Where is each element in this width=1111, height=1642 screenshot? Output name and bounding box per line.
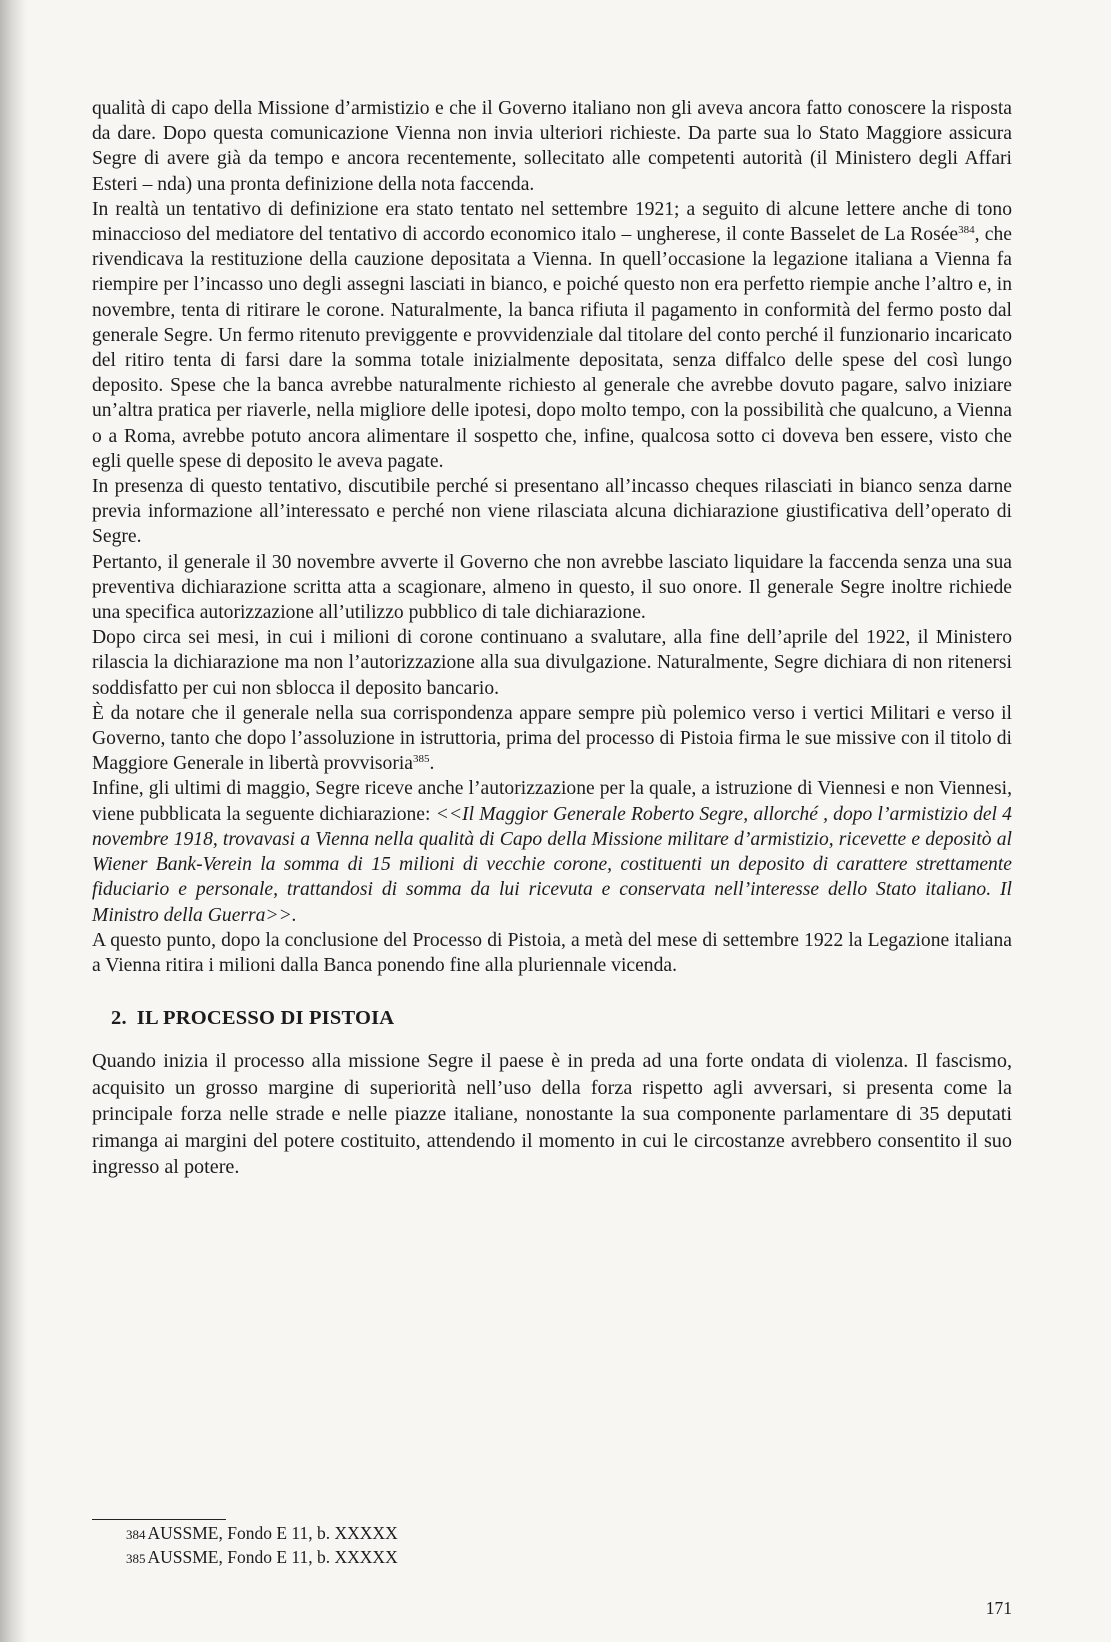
body-paragraph	[92, 776, 1012, 927]
footnote-text: AUSSME, Fondo E 11, b. XXXXX	[147, 1523, 398, 1543]
section-paragraph: Quando inizia il processo alla missione Segre il paese è in preda ad una forte ondata di violenza. Il fascismo, acquisito un grosso margine di superiorità nell’uso della forza rispetto agli avversari, si presenta come la principale forza nelle strade e nelle piazze italiane, nonostante la sua componente parlamentare di 35 deputati rimanga ai margini del potere costituito, attendendo il momento in cui le circostanze avrebbero consentito il suo ingresso al potere.	[92, 1050, 1012, 1179]
body-paragraph: In presenza di questo tentativo, discutibile perché si presentano all’incasso cheques rilasciati in bianco senza darne previa informazione all’interessato e perché non viene rilasciata alcuna dichiarazione giustificativa dell’operato di Segre.	[92, 476, 1012, 548]
book-spine-shadow	[0, 0, 28, 1642]
body-paragraph: qualità di capo della Missione d’armistizio e che il Governo italiano non gli aveva ancora fatto conoscere la risposta da dare. Dopo questa comunicazione Vienna non invia ulteriori richieste. Da parte sua lo Stato Maggiore assicura Segre di avere già da tempo e ancora recentemente, sollecitato alle competenti autorità (il Ministero degli Affari Esteri – nda) una pronta definizione della nota faccenda.	[92, 98, 1012, 195]
quoted-declaration: <<Il Maggior Generale Roberto Segre, allorché , dopo l’armistizio del 4 novembre 1918, trovavasi a Vienna nella qualità di Capo della Missione militare d’armistizio, ricevette e depositò al Wiener Bank-Verein la somma di 15 milioni di vecchie corone, costituenti un deposito di carattere strettamente fiduciario e personale, trattandosi di somma da lui ricevuta e conservata nell’interesse dello Stato italiano. Il Ministro della Guerra>>.	[92, 803, 1012, 926]
paragraph-text: È da notare che il generale nella sua corrispondenza appare sempre più polemico verso i vertici Militari e verso il Governo, tanto che dopo l’assoluzione in istruttoria, prima del processo di Pistoia firma le sue missive con il titolo di Maggiore Generale in libertà provvisoria	[92, 702, 1012, 775]
footnote-number: 385	[126, 1551, 146, 1566]
footnote-text: AUSSME, Fondo E 11, b. XXXXX	[147, 1547, 398, 1567]
page-number: 171	[985, 1598, 1012, 1618]
footnote-number: 384	[126, 1527, 146, 1542]
section-title: IL PROCESSO DI PISTOIA	[136, 1007, 395, 1030]
body-paragraph: A questo punto, dopo la conclusione del Processo di Pistoia, a metà del mese di settembre 1922 la Legazione italiana a Vienna ritira i milioni dalla Banca ponendo fine alla pluriennale vicenda.	[92, 929, 1012, 976]
body-paragraph	[92, 701, 1012, 777]
footnotes	[126, 1522, 398, 1570]
paragraph-text: , che rivendicava la restituzione della cauzione depositata a Vienna. In quell’occasione la legazione italiana a Vienna fa riempire per l’incasso uno degli assegni lasciati in bianco, e poiché questo non era perfetto riempie anche l’altro e, in novembre, tenta di ritirare le corone. Naturalmente, la banca rifiuta il pagamento in conformità del fermo posto dal generale Segre. Un fermo ritenuto previggente e provvidenziale dal titolare del conto perché il funzionario incaricato del ritiro tenta di farsi dare la somma totale inizialmente depositata, senza diffalco delle spese del così lungo deposito. Spese che la banca avrebbe naturalmente richiesto al generale che avrebbe dovuto pagare, salvo iniziare un’altra pratica per riaverle, nella migliore delle ipotesi, dopo molto tempo, con la possibilità che qualcuno, a Vienna o a Roma, avrebbe potuto ancora alimentare il sospetto che, infine, qualcosa sotto ci doveva ben essere, visto che egli quelle spese di deposito le aveva pagate.	[92, 224, 1012, 472]
body-paragraph: Pertanto, il generale il 30 novembre avverte il Governo che non avrebbe lasciato liquidare la faccenda senza una sua preventiva dichiarazione scritta atta a scagionare, almeno in questo, il suo onore. Il generale Segre inoltre richiede una specifica autorizzazione all’utilizzo pubblico di tale dichiarazione.	[92, 551, 1012, 624]
footnote-item	[126, 1522, 398, 1546]
page-body	[92, 96, 1012, 1181]
footnote-item	[126, 1546, 398, 1570]
section-heading	[111, 1006, 1012, 1031]
paragraph-text: Infine, gli ultimi di maggio, Segre riceve anche l’autorizzazione per la quale, a istruzione di Viennesi e non Viennesi, viene pubblicata la seguente dichiarazione:	[92, 778, 1012, 825]
footnote-divider	[92, 1519, 226, 1520]
paragraph-text: .	[429, 753, 435, 775]
section-number: 2.	[111, 1007, 127, 1030]
paragraph-text: In realtà un tentativo di definizione era stato tentato nel settembre 1921; a seguito di alcune lettere anche di tono minaccioso del mediatore del tentativo di accordo economico italo – ungherese, il conte Basselet de La Rosée	[92, 198, 1012, 246]
body-paragraph: Dopo circa sei mesi, in cui i milioni di corone continuano a svalutare, alla fine dell’aprile del 1922, il Ministero rilascia la dichiarazione ma non l’autorizzazione alla sua divulgazione. Naturalmente, Segre dichiara di non ritenersi soddisfatto per cui non sblocca il deposito bancario.	[92, 627, 1012, 699]
footnote-ref-384[interactable]: 384	[958, 224, 975, 237]
body-paragraph	[92, 197, 1012, 474]
footnote-ref-385[interactable]: 385	[413, 753, 430, 766]
